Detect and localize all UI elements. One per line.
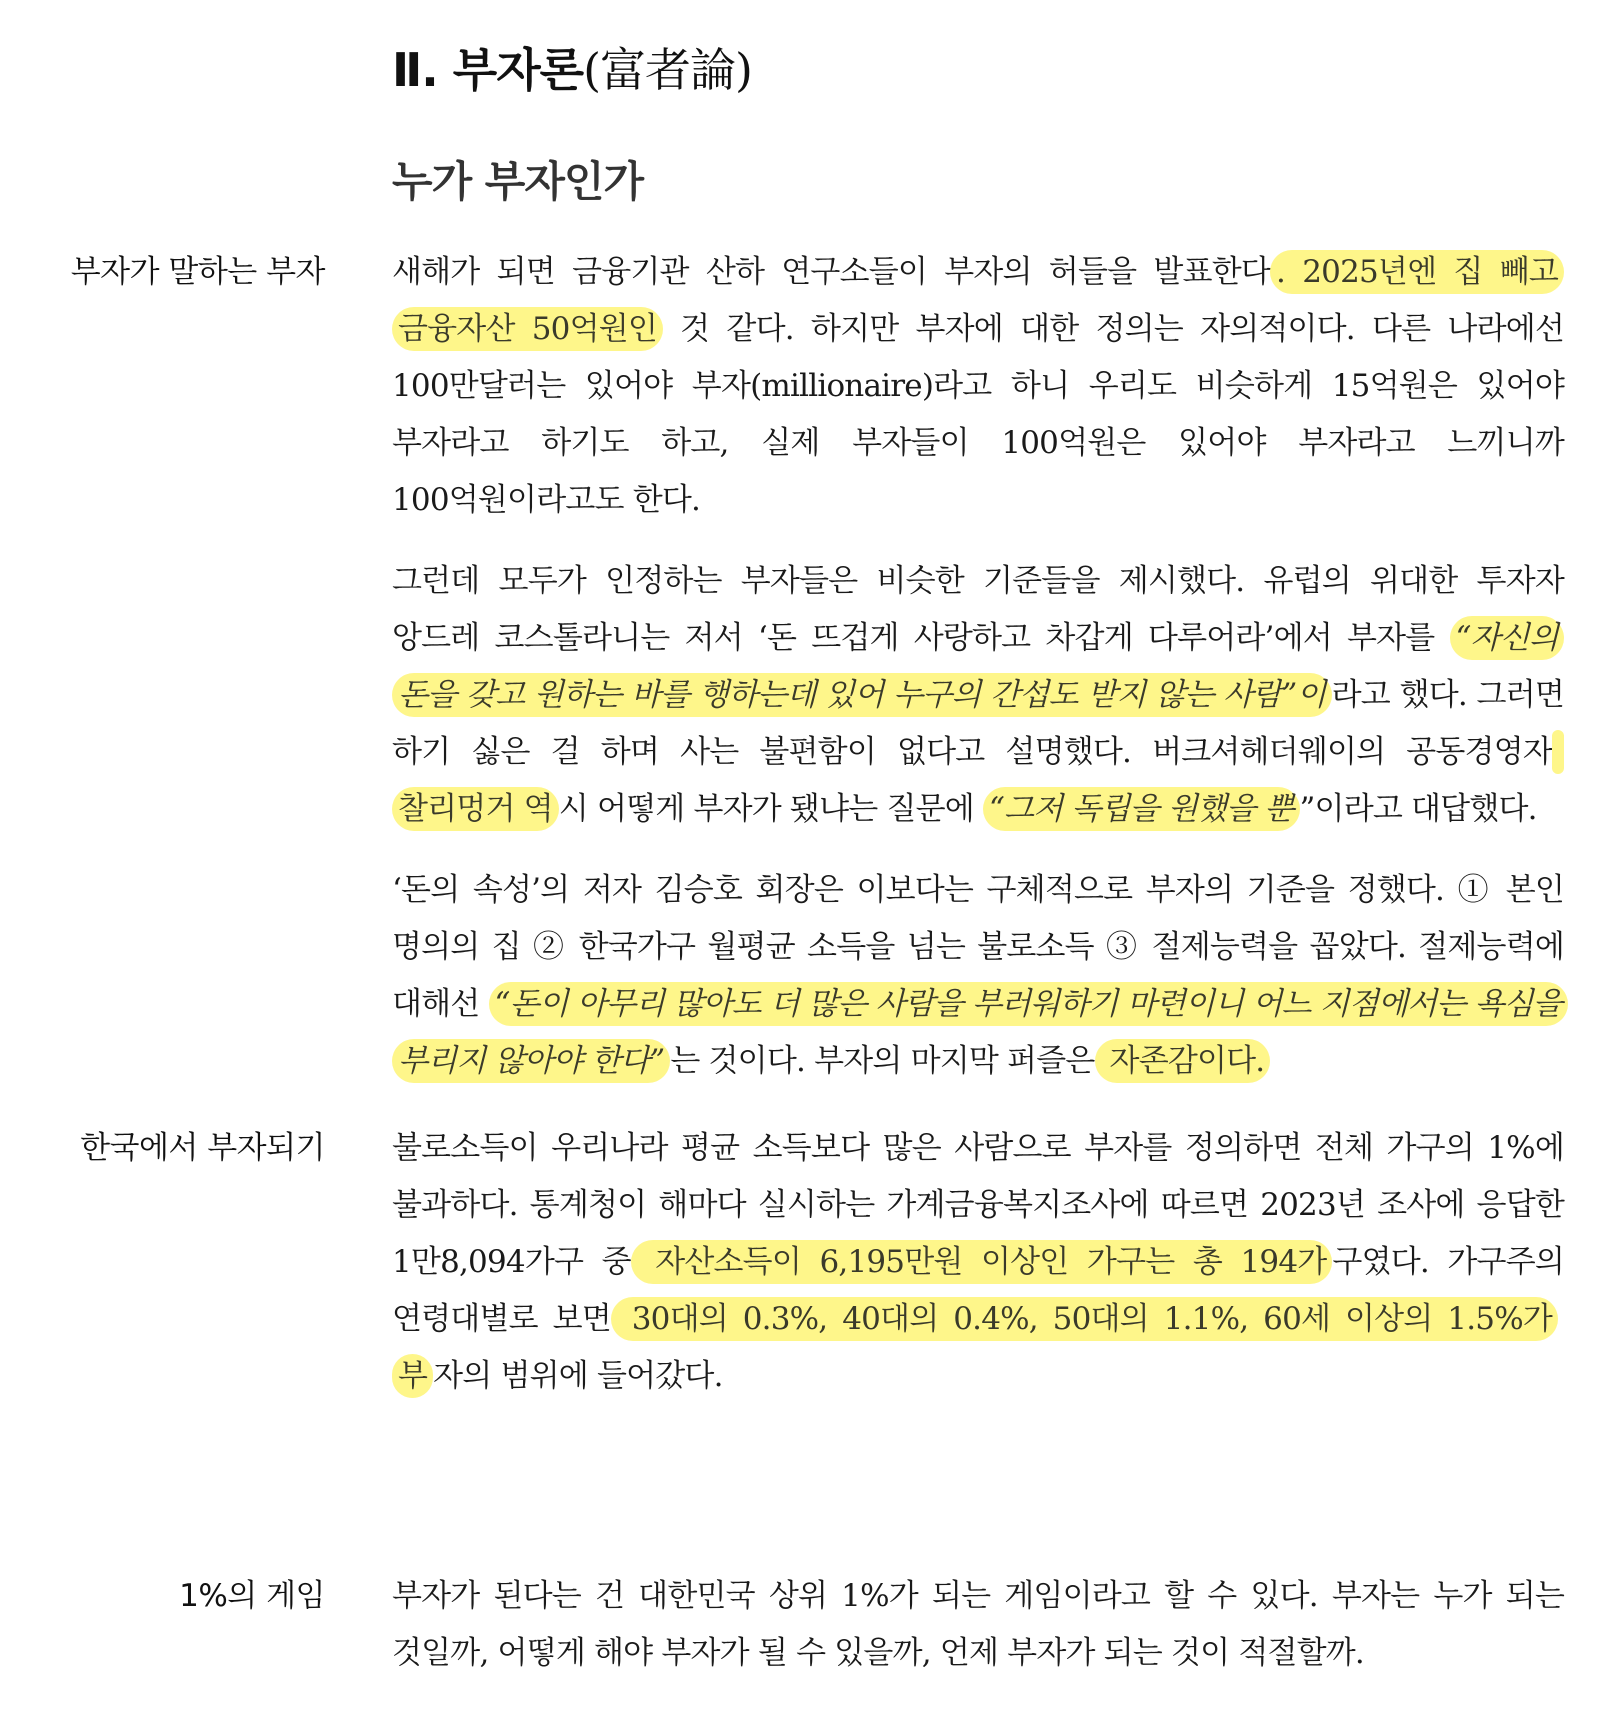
highlight: 자산소득이 6,195만원 이상인 가구는 총 194가: [631, 1240, 1333, 1284]
text-run: 새해가 되면 금융기관 산하 연구소들이 부자의 허들을 발표한다: [392, 254, 1270, 290]
paragraph: [392, 862, 1564, 1090]
text-run: 것 같다. 하지만 부자에 대한 정의는 자의적이다. 다른 나라에선 100만달러는 있어야 부자(millionaire)라고 하니 우리도 비슷하게 15억원은 있어야 부자라고 하기도 하고, 실제 부자들이 100억원은 있어야 부자라고 느끼니까 100억원이라고도 한다.: [392, 311, 1565, 518]
text-run: 그런데 모두가 인정하는 부자들은 비슷한 기준들을 제시했다. 유럽의 위대한 투자자 앙드레 코스톨라니는 저서 ‘돈 뜨겁게 사랑하고 차갑게 다루어라’에서 부자를: [392, 563, 1564, 656]
highlight: 자존감이다.: [1095, 1039, 1271, 1083]
section-body: [392, 244, 1564, 1114]
side-label: 부자가 말하는 부자: [70, 254, 325, 290]
text-run: 구였다. 가구주의 연령대별로 보면: [392, 1244, 1564, 1337]
text-run: 부자가 된다는 건 대한민국 상위 1%가 되는 게임이라고 할 수 있다. 부자는 누가 되는 것일까, 어떻게 해야 부자가 될 수 있을까, 언제 부자가 되는 것이 적절할까.: [392, 1578, 1564, 1671]
text-run: 시 어떻게 부자가 됐냐는 질문에: [558, 791, 983, 827]
section-body: [392, 1568, 1564, 1706]
chapter-title-hanja: (富者論): [583, 43, 753, 97]
paragraph: [392, 244, 1564, 529]
text-run: 라고 했다. 그러면 하기 싫은 걸 하며 사는 불편함이 없다고 설명했다. 버크셔헤더웨이의 공동경영자: [392, 677, 1564, 770]
highlight-quote: “돈이 아무리 많아도 더 많은 사람을 부러워하기 마련이니 어느 지점에서는 욕심을 부리지 않아야 한다”: [392, 982, 1568, 1083]
text-run: 자의 범위에 들어갔다.: [433, 1358, 723, 1394]
highlight: . 2025년엔 집 빼고 금융자산 50억원인: [392, 250, 1564, 351]
text-run: ”이라고 대답했다.: [1299, 791, 1537, 827]
paragraph: [392, 1568, 1564, 1682]
text-run: ‘돈의 속성’의 저자 김승호 회장은 이보다는 구체적으로 부자의 기준을 정했다. ① 본인 명의의 집 ② 한국가구 월평균 소득을 넘는 불로소득 ③ 절제능력을 꼽았다. 절제능력에 대해선: [392, 872, 1564, 1022]
side-label: 한국에서 부자되기: [80, 1130, 325, 1166]
text-run: 는 것이다. 부자의 마지막 퍼즐은: [670, 1043, 1095, 1079]
highlight: 30대의 0.3%, 40대의 0.4%, 50대의 1.1%, 60세 이상의 1.5%가 부: [392, 1297, 1558, 1398]
section-title: 누가 부자인가: [392, 157, 644, 206]
text-run: 불로소득이 우리나라 평균 소득보다 많은 사람으로 부자를 정의하면 전체 가구의 1%에 불과하다. 통계청이 해마다 실시하는 가계금융복지조사에 따르면 2023년 조사에 응답한 1만8,094가구 중: [392, 1130, 1564, 1280]
side-label: 1%의 게임: [179, 1578, 325, 1614]
highlight: 찰리멍거 역: [392, 730, 1564, 831]
chapter-title: [392, 40, 752, 100]
highlight-quote: “자신의 돈을 갖고 원하는 바를 행하는데 있어 누구의 간섭도 받지 않는 사람”이: [392, 616, 1564, 717]
paragraph: [392, 1120, 1564, 1405]
paragraph: [392, 553, 1564, 838]
highlight-quote: “그저 독립을 원했을 뿐: [983, 787, 1300, 831]
chapter-title-text: Ⅱ. 부자론: [392, 43, 584, 97]
section-body: [392, 1120, 1564, 1429]
